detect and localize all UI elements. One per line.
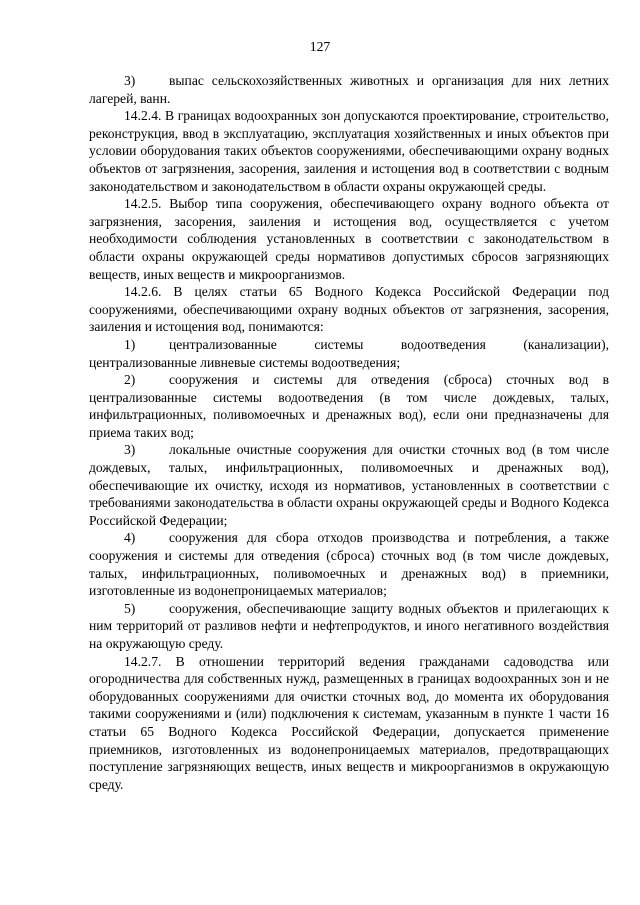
list-item-text: локальные очистные сооружения для очистки сточных вод (в том числе дождевых, талых, инфильтрационных, поливомоечных и дренажных вод), обеспечивающие их очистку, исходя из нормативов, установленных в соответствии с требованиями законодательства в области охраны окружающей среды и Водного Кодекса Российской Федерации; — [89, 442, 609, 528]
list-item-number: 3) — [124, 442, 136, 458]
list-item — [89, 336, 609, 371]
list-item — [89, 441, 609, 529]
list-item — [89, 600, 609, 653]
document-body — [89, 72, 609, 793]
list-item — [89, 371, 609, 441]
paragraph-14-2-6: 14.2.6. В целях статьи 65 Водного Кодекса Российской Федерации под сооружениями, обеспечивающими охрану водных объектов от загрязнения, засорения, заиления и истощения вод, понимаются: — [89, 284, 609, 335]
list-item-text: сооружения, обеспечивающие защиту водных объектов и прилегающих к ним территорий от разливов нефти и нефтепродуктов, и иного негативного воздействия на окружающую среду. — [89, 600, 609, 651]
paragraph-14-2-4: 14.2.4. В границах водоохранных зон допускаются проектирование, строительство, реконструкция, ввод в эксплуатацию, эксплуатация хозяйственных и иных объектов при условии оборудования таких объектов сооружениями, обеспечивающими охрану водных объектов от загрязнения, засорения, заиления и истощения вод в соответствии с водным законодательством и законодательством в области охраны окружающей среды. — [89, 108, 609, 194]
list-item-text: централизованные системы водоотведения (канализации), централизованные ливневые системы водоотведения; — [89, 336, 609, 370]
list-item-number: 2) — [124, 372, 136, 388]
list-item-number: 4) — [124, 530, 136, 546]
list-item-text: выпас сельскохозяйственных животных и организация для них летних лагерей, ванн. — [89, 73, 609, 106]
list-item-number: 1) — [124, 336, 136, 352]
page-number: 127 — [309, 39, 331, 54]
list-item — [89, 72, 609, 107]
list-item — [89, 529, 609, 599]
paragraph-14-2-7: 14.2.7. В отношении территорий ведения гражданами садоводства или огородничества для собственных нужд, размещенных в границах водоохранных зон и не оборудованных сооружениями для очистки сточных вод, до момента их оборудования такими сооружениями и (или) подключения к системам, указанным в пункте 1 части 16 статьи 65 Водного Кодекса Российской Федерации, допускается применение приемников, изготовленных из водонепроницаемых материалов, предотвращающих поступление загрязняющих веществ, иных веществ и микроорганизмов в окружающую среду. — [89, 653, 609, 792]
list-item-text: сооружения и системы для отведения (сброса) сточных вод в централизованные системы водоотведения (в том числе дождевых, талых, инфильтрационных, поливомоечных и дренажных вод), если они предназначены для приема таких вод; — [89, 372, 609, 440]
list-item-number: 5) — [124, 600, 136, 616]
paragraph-14-2-5: 14.2.5. Выбор типа сооружения, обеспечивающего охрану водного объекта от загрязнения, засорения, заиления и истощения вод, осуществляется с учетом необходимости соблюдения установленных в соответствии с законодательством в области охраны окружающей среды нормативов допустимых сбросов загрязняющих веществ, иных веществ и микроорганизмов. — [89, 196, 609, 282]
list-item-text: сооружения для сбора отходов производства и потребления, а также сооружения и системы для отведения (сброса) сточных вод (в том числе дождевых, талых, инфильтрационных, поливомоечных и дренажных вод) в приемники, изготовленные из водонепроницаемых материалов; — [89, 530, 609, 599]
list-item-number: 3) — [124, 73, 136, 88]
